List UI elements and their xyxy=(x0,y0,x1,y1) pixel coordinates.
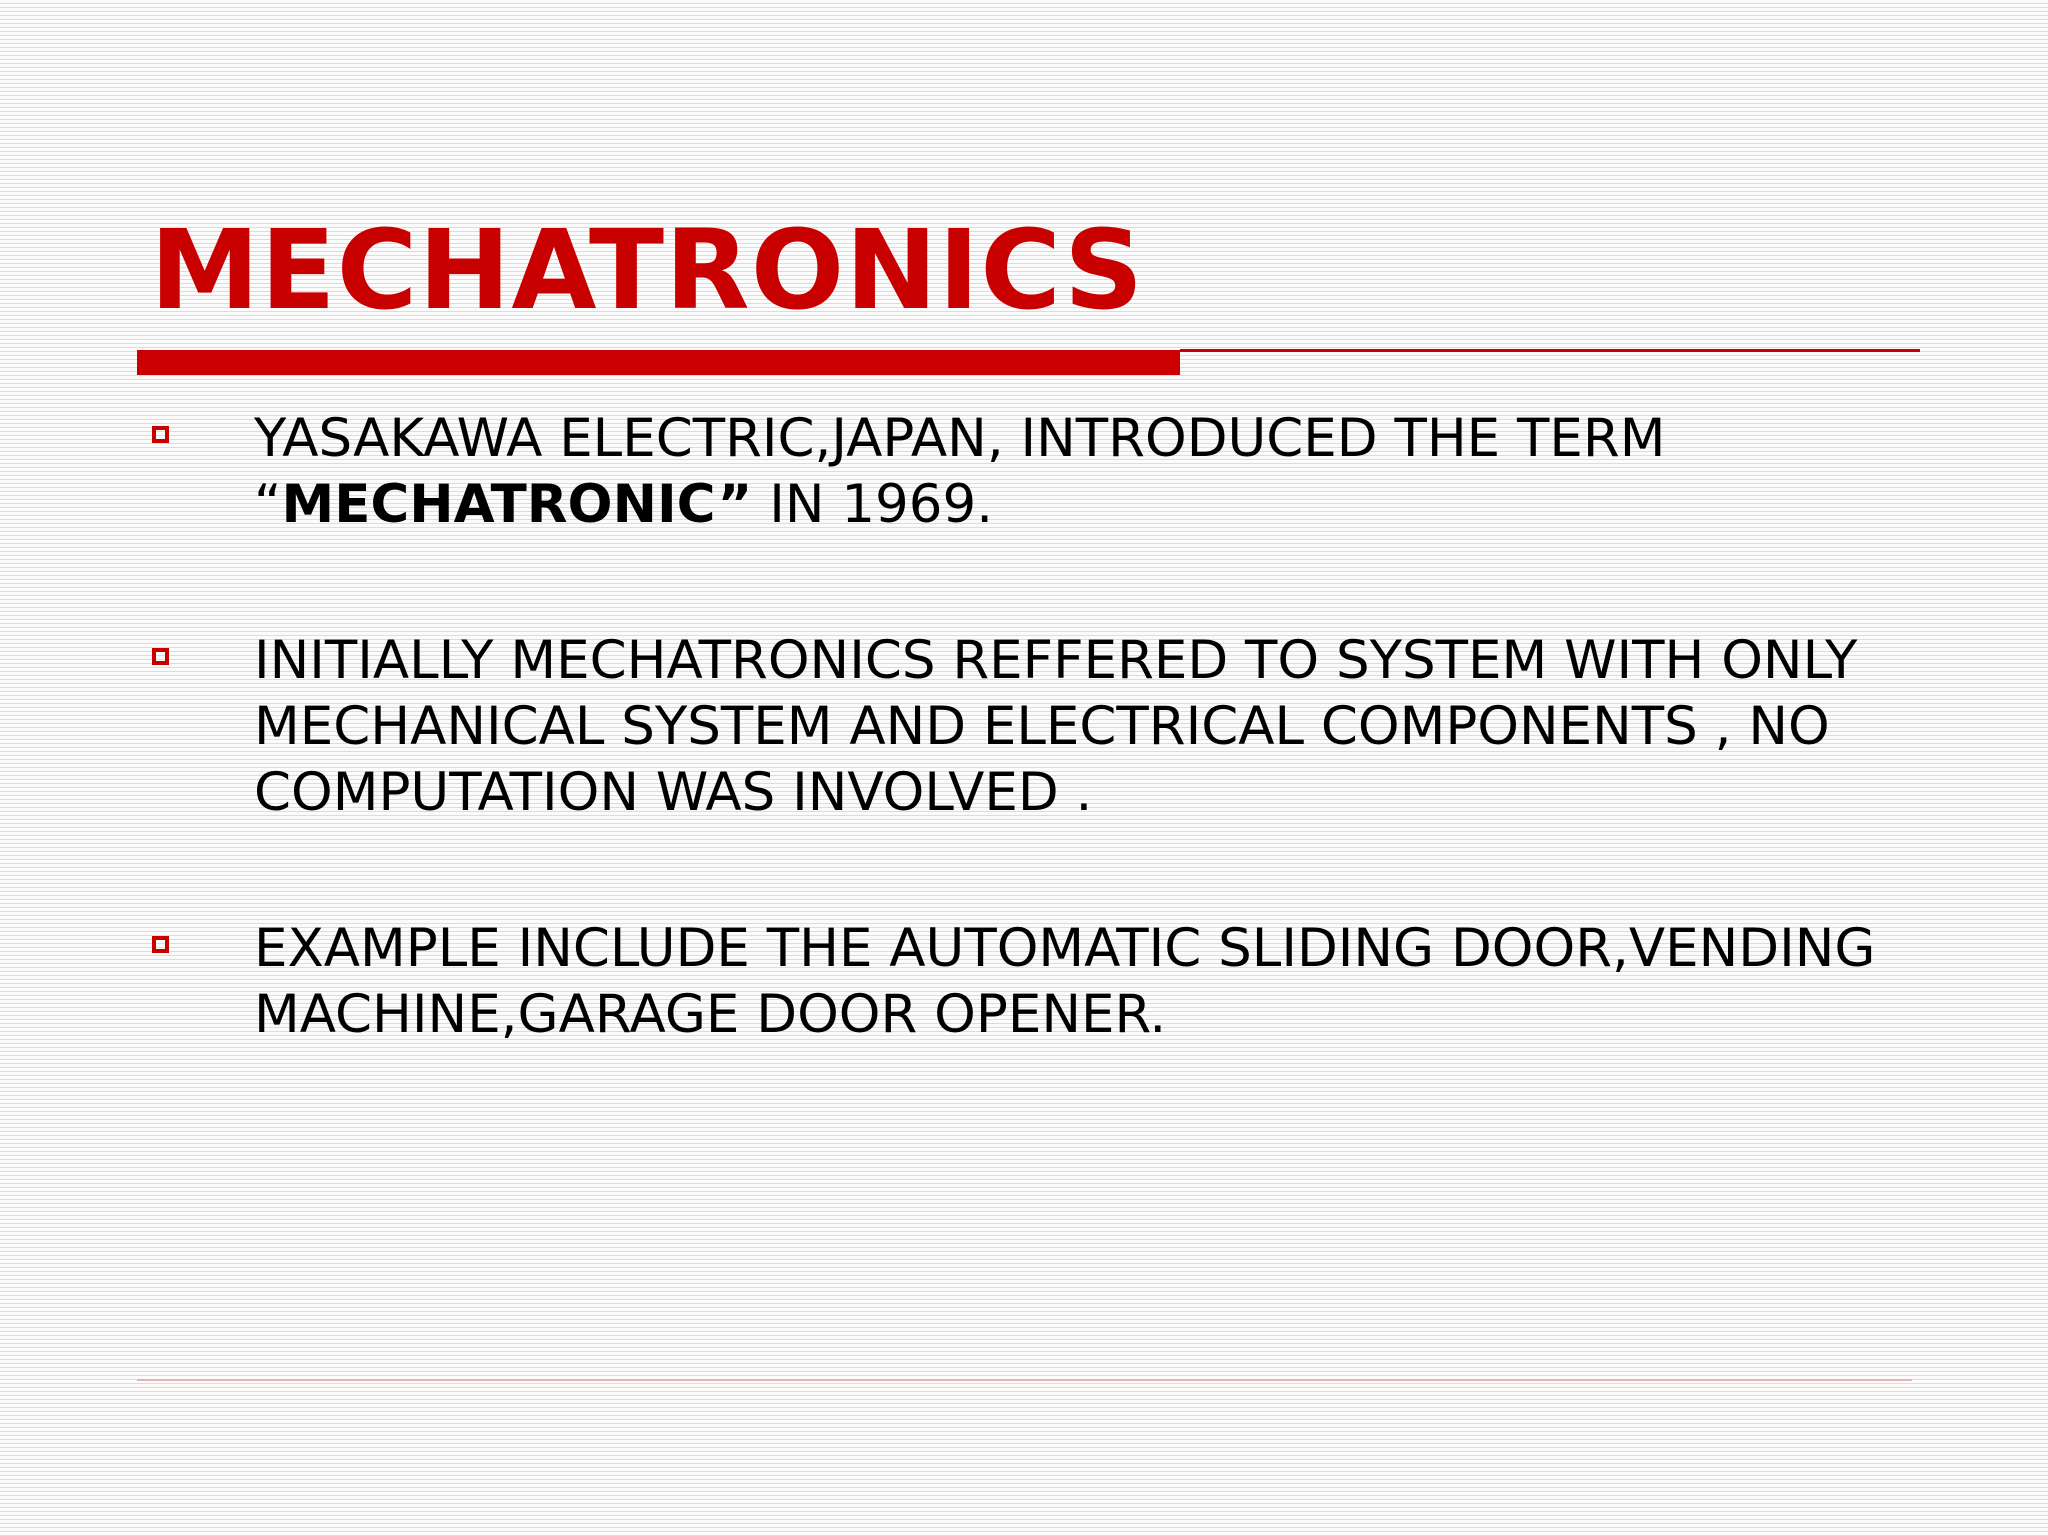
hollow-square-bullet-icon xyxy=(152,936,169,953)
title-underline-thin xyxy=(1180,349,1920,352)
bullet-item-term-origin xyxy=(150,406,1950,538)
bullet-text: INITIALLY MECHATRONICS REFFERED TO SYSTEM WITH ONLY MECHANICAL SYSTEM AND ELECTRICAL COMPONENTS , NO COMPUTATION WAS INVOLVED . xyxy=(254,630,1858,823)
bullet-item-examples xyxy=(150,916,1950,1048)
bullet-text-before: YASAKAWA ELECTRIC,JAPAN, INTRODUCED THE TERM “ xyxy=(254,408,1666,535)
hollow-square-bullet-icon xyxy=(152,426,169,443)
bullet-text: EXAMPLE INCLUDE THE AUTOMATIC SLIDING DOOR,VENDING MACHINE,GARAGE DOOR OPENER. xyxy=(254,918,1876,1045)
bullet-list xyxy=(150,406,1950,1048)
title-underline-thick xyxy=(137,350,1180,375)
bullet-text-emphasis: MECHATRONIC” xyxy=(281,474,753,535)
slide-title: MECHATRONICS xyxy=(150,206,1145,334)
hollow-square-bullet-icon xyxy=(152,648,169,665)
bullet-item-initial-definition xyxy=(150,628,1950,826)
bullet-text xyxy=(254,408,1665,535)
footer-divider xyxy=(137,1379,1912,1381)
bullet-text-after: IN 1969. xyxy=(752,474,994,535)
